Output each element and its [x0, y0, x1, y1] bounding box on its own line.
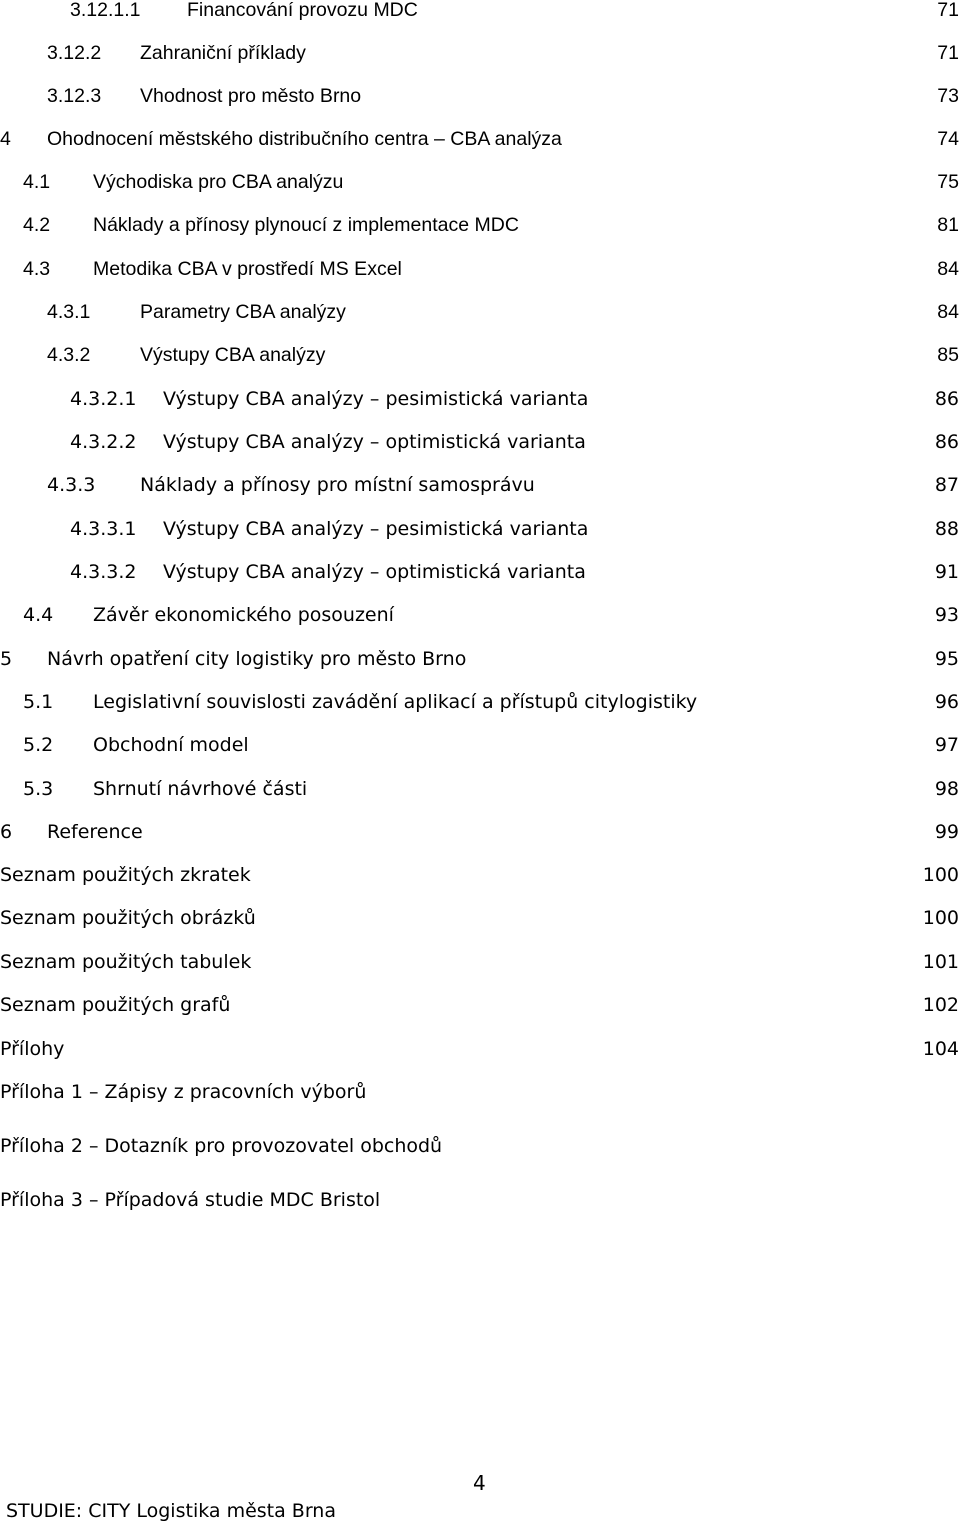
toc-entry[interactable]	[0, 903, 960, 933]
toc-entry[interactable]	[0, 557, 960, 587]
toc-entry[interactable]	[0, 124, 960, 154]
toc-entry-number: 4.3.2	[47, 344, 91, 366]
toc-entry-page: 81	[937, 214, 959, 236]
toc-entry-number: 4.3.1	[47, 301, 91, 323]
toc-entry-number: 4.1	[23, 171, 51, 193]
toc-entry-title: Náklady a přínosy pro místní samosprávu	[140, 474, 535, 496]
toc-entry-number: 4.3.3.1	[70, 518, 137, 540]
toc-entry[interactable]	[0, 254, 960, 284]
toc-entry-page: 75	[937, 171, 959, 193]
toc-entry-page: 85	[937, 344, 959, 366]
toc-entry-title: Financování provozu MDC	[187, 0, 418, 21]
toc-entry-page: 96	[934, 691, 959, 713]
toc-entry-title: Seznam použitých grafů	[0, 994, 231, 1016]
toc-entry-title: Výstupy CBA analýzy – optimistická varianta	[163, 431, 586, 453]
toc-entry-title: Závěr ekonomického posouzení	[93, 604, 394, 626]
toc-entry-title: Výstupy CBA analýzy – pesimistická varianta	[163, 518, 589, 540]
toc-entry-number: 5.1	[23, 691, 54, 713]
toc-entry-title: Příloha 3 – Případová studie MDC Bristol	[0, 1189, 381, 1211]
toc-entry[interactable]	[0, 644, 960, 674]
toc-entry-page: 87	[934, 474, 959, 496]
toc-entry-page: 102	[922, 994, 959, 1016]
toc-entry-title: Vhodnost pro město Brno	[140, 85, 362, 107]
toc-entry-title: Obchodní model	[93, 734, 249, 756]
toc-entry-number: 3.12.3	[47, 85, 102, 107]
toc-entry[interactable]	[0, 1077, 960, 1107]
toc-entry-title: Seznam použitých zkratek	[0, 864, 251, 886]
toc-entry[interactable]	[0, 947, 960, 977]
toc-entry[interactable]	[0, 730, 960, 760]
toc-entry-page: 93	[934, 604, 959, 626]
toc-entry[interactable]	[0, 687, 960, 717]
toc-entry-title: Zahraniční příklady	[140, 42, 306, 64]
toc-entry-page: 99	[934, 821, 959, 843]
toc-entry[interactable]	[0, 0, 960, 25]
toc-entry-page: 71	[937, 0, 959, 21]
toc-entry[interactable]	[0, 1131, 960, 1161]
toc-entry-page: 91	[934, 561, 959, 583]
toc-entry-title: Návrh opatření city logistiky pro město Brno	[47, 648, 467, 670]
toc-entry[interactable]	[0, 860, 960, 890]
page-number: 4	[473, 1471, 486, 1495]
toc-entry[interactable]	[0, 384, 960, 414]
toc-entry-number: 5.3	[23, 778, 54, 800]
toc-entry[interactable]	[0, 340, 960, 370]
toc-entry-number: 5	[0, 648, 13, 670]
toc-entry-page: 86	[934, 388, 959, 410]
toc-entry-page: 74	[937, 128, 959, 150]
toc-entry[interactable]	[0, 167, 960, 197]
toc-entry-title: Výstupy CBA analýzy	[140, 344, 326, 366]
toc-entry-number: 4	[0, 128, 11, 150]
toc-entry-title: Ohodnocení městského distribučního centra – CBA analýza	[47, 128, 562, 150]
toc-entry-title: Metodika CBA v prostředí MS Excel	[93, 258, 402, 280]
toc-entry-title: Shrnutí návrhové části	[93, 778, 308, 800]
toc-entry-page: 88	[934, 518, 959, 540]
toc-entry-page: 73	[937, 85, 959, 107]
toc-entry-title: Výstupy CBA analýzy – pesimistická varianta	[163, 388, 589, 410]
toc-entry-title: Přílohy	[0, 1038, 65, 1060]
toc-entry-number: 4.3.2.2	[70, 431, 137, 453]
toc-entry[interactable]	[0, 297, 960, 327]
toc-entry-title: Výstupy CBA analýzy – optimistická varianta	[163, 561, 586, 583]
toc-entry-page: 100	[922, 907, 959, 929]
toc-entry-number: 3.12.1.1	[70, 0, 141, 21]
toc-entry-title: Příloha 1 – Zápisy z pracovních výborů	[0, 1081, 367, 1103]
toc-entry-page: 104	[922, 1038, 959, 1060]
toc-entry-page: 84	[937, 301, 959, 323]
toc-entry[interactable]	[0, 1034, 960, 1064]
toc-entry-number: 4.3.3.2	[70, 561, 137, 583]
toc-entry[interactable]	[0, 774, 960, 804]
toc-entry-title: Náklady a přínosy plynoucí z implementace MDC	[93, 214, 519, 236]
toc-entry-page: 71	[937, 42, 959, 64]
toc-entry[interactable]	[0, 470, 960, 500]
toc-entry-page: 95	[934, 648, 959, 670]
toc-entry-page: 98	[934, 778, 959, 800]
toc-entry-number: 4.3.3	[47, 474, 96, 496]
toc-entry-page: 86	[934, 431, 959, 453]
toc-entry-number: 5.2	[23, 734, 54, 756]
toc-entry-title: Reference	[47, 821, 143, 843]
toc-entry[interactable]	[0, 990, 960, 1020]
toc-entry-number: 4.4	[23, 604, 54, 626]
toc-entry-page: 84	[937, 258, 959, 280]
toc-entry[interactable]	[0, 38, 960, 68]
toc-entry-number: 4.3	[23, 258, 51, 280]
toc-entry-page: 101	[922, 951, 959, 973]
toc-entry-title: Východiska pro CBA analýzu	[93, 171, 344, 193]
toc-entry-title: Parametry CBA analýzy	[140, 301, 346, 323]
toc-entry-page: 97	[934, 734, 959, 756]
toc-entry-page: 100	[922, 864, 959, 886]
toc-entry-number: 4.3.2.1	[70, 388, 137, 410]
toc-entry[interactable]	[0, 210, 960, 240]
toc-entry-number: 6	[0, 821, 13, 843]
toc-entry-number: 4.2	[23, 214, 51, 236]
toc-entry-title: Seznam použitých obrázků	[0, 907, 256, 929]
toc-entry-title: Legislativní souvislosti zavádění aplikací a přístupů citylogistiky	[93, 691, 698, 713]
footer-text: STUDIE: CITY Logistika města Brna	[6, 1500, 336, 1522]
toc-entry-title: Příloha 2 – Dotazník pro provozovatel obchodů	[0, 1135, 443, 1157]
toc-entry[interactable]	[0, 1185, 960, 1215]
toc-entry[interactable]	[0, 600, 960, 630]
toc-entry[interactable]	[0, 81, 960, 111]
toc-entry[interactable]	[0, 427, 960, 457]
toc-entry[interactable]	[0, 817, 960, 847]
toc-entry-number: 3.12.2	[47, 42, 102, 64]
toc-entry-title: Seznam použitých tabulek	[0, 951, 252, 973]
toc-entry[interactable]	[0, 514, 960, 544]
